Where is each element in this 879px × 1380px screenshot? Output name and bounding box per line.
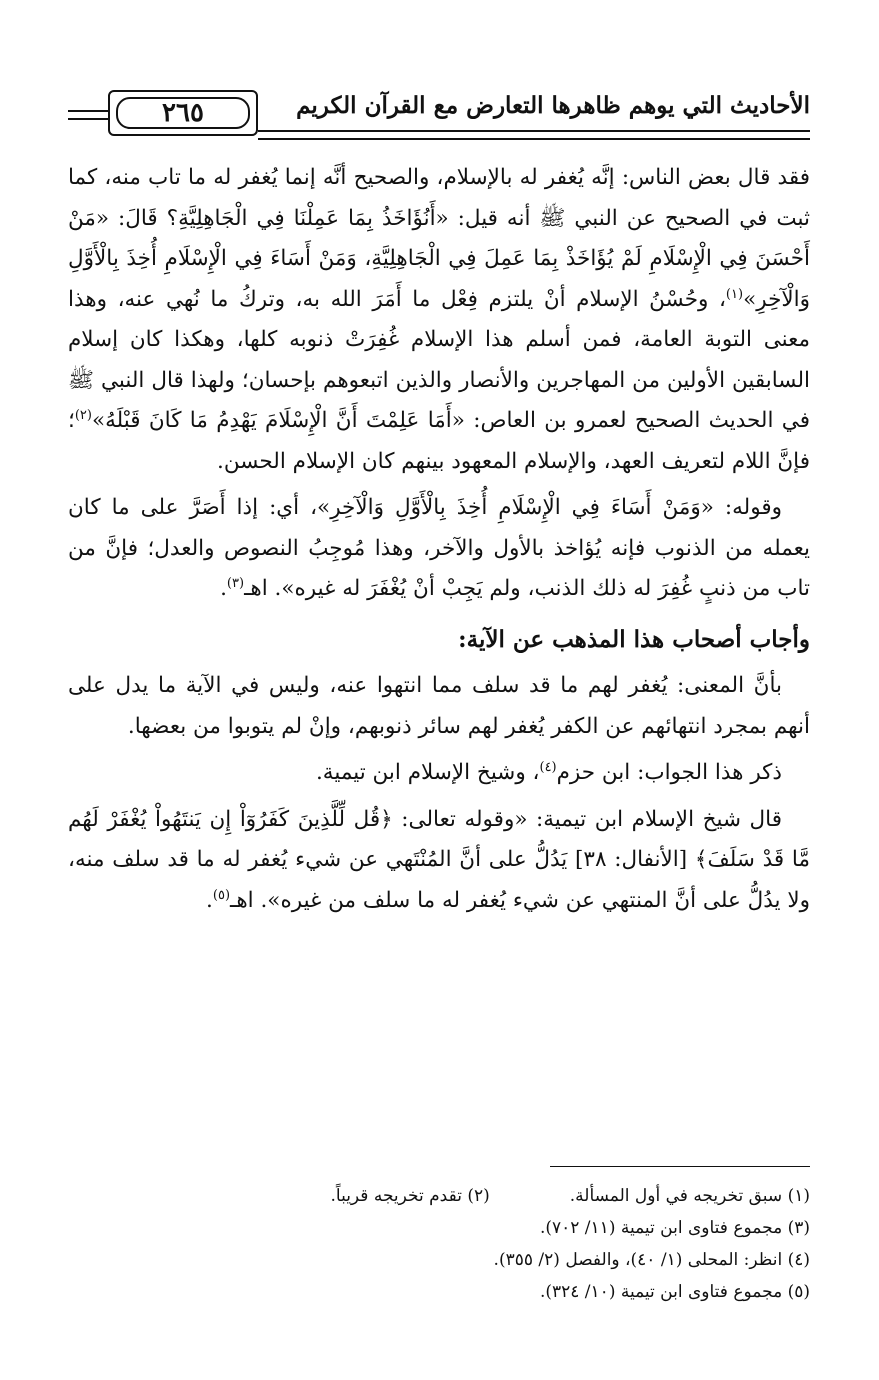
footnotes (68, 1180, 810, 1308)
paragraph-5-text: قال شيخ الإسلام ابن تيمية: «وقوله تعالى: ﴿قُل لِّلَّذِينَ كَفَرُوٓاْ إِن يَنتَهُواْ يُغْفَرْ لَهُم مَّا قَدْ سَلَفَ﴾ [الأنفال: ٣٨] يَدُلُّ على أنَّ المُنْتَهي عن شيء يُغفر له ما قد سلف منه، ولا يدُلُّ على أنَّ المنتهي عن شيء يُغفر له ما سلف من غيره». اهـ (68, 806, 810, 913)
paragraph-2: وقوله: «وَمَنْ أَسَاءَ فِي الْإِسْلَامِ أُخِذَ بِالْأَوَّلِ وَالْآخِرِ»، أي: إذا أَصَرَّ على ما كان يعمله من الذنوب فإنه يُؤاخذ بالأول والآخر، وهذا مُوجِبُ النصوص والعدل؛ فإنَّ من تاب من ذنبٍ غُفِرَ له ذلك الذنب، ولم يَجِبْ أنْ يُغْفَرَ له غيره». اهـ$^{(٣)}$. (68, 495, 810, 601)
page-number: ٢٦٥ (162, 98, 204, 128)
paragraph-1-end: ؛ فإنَّ اللام لتعريف العهد، والإسلام المعهود بينهم كان الإسلام الحسن. (68, 408, 810, 474)
footnote-2: (٢) تقدم تخريجه قريباً. (330, 1186, 490, 1206)
footnote-ref-1: (١) (725, 286, 744, 302)
main-text (68, 158, 810, 921)
paragraph-1-text: فقد قال بعض الناس: إنَّه يُغفر له بالإسلام، والصحيح أنَّه إنما يُغفر له ما تاب منه، كما ثبت في الصحيح عن النبي ﷺ أنه قيل: «أَنُؤَاخَذُ بِمَا عَمِلْنَا فِي الْجَاهِلِيَّةِ؟ قَالَ: «مَنْ أَحْسَنَ فِي الْإِسْلَامِ لَمْ يُؤَاخَذْ بِمَا عَمِلَ فِي الْجَاهِلِيَّةِ، وَمَنْ أَسَاءَ فِي الْإِسْلَامِ أُخِذَ بِالْأَوَّلِ وَالْآخِرِ» (68, 165, 810, 312)
footnote-ref-2: (٢) (74, 407, 92, 423)
footnote-row-1 (68, 1180, 810, 1212)
header-rule-left (68, 110, 108, 120)
section-heading: وأجاب أصحاب هذا المذهب عن الآية: (458, 625, 810, 653)
running-header (68, 88, 810, 144)
paragraph-2-text: وقوله: «وَمَنْ أَسَاءَ فِي الْإِسْلَامِ أُخِذَ بِالْأَوَّلِ وَالْآخِرِ»، أي: إذا أَصَرَّ على ما كان يعمله من الذنوب فإنه يُؤاخذ بالأول والآخر، وهذا مُوجِبُ النصوص والعدل؛ فإنَّ من تاب من ذنبٍ غُفِرَ له ذلك الذنب، ولم يَجِبْ أنْ يُغْفَرَ له غيره». اهـ (68, 495, 810, 601)
page-number-frame (108, 90, 258, 136)
paragraph-4 (68, 753, 810, 794)
footnote-3: (٣) مجموع فتاوى ابن تيمية (١١/ ٧٠٢). (539, 1218, 810, 1238)
paragraph-5: قال شيخ الإسلام ابن تيمية: «وقوله تعالى: ﴿قُل لِّلَّذِينَ كَفَرُوٓاْ إِن يَنتَهُواْ يُغْفَرْ لَهُم مَّا قَدْ سَلَفَ﴾ [الأنفال: ٣٨] يَدُلُّ على أنَّ المُنْتَهي عن شيء يُغفر له ما قد سلف منه، ولا يدُلُّ على أنَّ المنتهي عن شيء يُغفر له ما سلف من غيره». اهـ$^{(٥)}$. (68, 806, 810, 913)
paragraph-3: بأنَّ المعنى: يُغفر لهم ما قد سلف مما انتهوا عنه، وليس في الآية ما يدل على أنهم بمجرد انتهائهم عن الكفر يُغفر لهم سائر ذنوبهم، وإنْ لم يتوبوا من بعضها. (68, 673, 810, 739)
paragraph-1 (68, 158, 810, 482)
footnote-ref-5: (٥) (212, 887, 231, 903)
footnote-ref-3: (٣) (226, 575, 245, 591)
footnote-5: (٥) مجموع فتاوى ابن تيمية (١٠/ ٣٢٤). (539, 1282, 810, 1302)
footnote-separator (550, 1166, 810, 1167)
header-title: الأحاديث التي يوهم ظاهرها التعارض مع القرآن الكريم (296, 92, 810, 119)
footnote-1: (١) سبق تخريجه في أول المسألة. (569, 1186, 810, 1206)
footnote-ref-4: (٤) (539, 759, 557, 775)
paragraph-4-end: ، وشيخ الإسلام ابن تيمية. (315, 760, 540, 785)
paragraph-1-continuation: ، وحُسْنُ الإسلام أنْ يلتزم فِعْل ما أَمَرَ الله به، وتركُ ما نُهي عنه، وهذا معنى التوبة العامة، فمن أسلم هذا الإسلام غُفِرَتْ ذنوبه كلها، وهكذا كان إسلام السابقين الأولين من المهاجرين والأنصار والذين اتبعوهم بإحسان؛ ولهذا قال النبي ﷺ في الحديث الصحيح لعمرو بن العاص: «أَمَا عَلِمْتَ أَنَّ الْإِسْلَامَ يَهْدِمُ مَا كَانَ قَبْلَهُ» (68, 286, 810, 433)
paragraph-4-text: ذكر هذا الجواب: ابن حزم (556, 760, 782, 785)
footnote-4: (٤) انظر: المحلى (١/ ٤٠)، والفصل (٢/ ٣٥٥). (493, 1250, 810, 1270)
header-rule-right (258, 130, 810, 140)
